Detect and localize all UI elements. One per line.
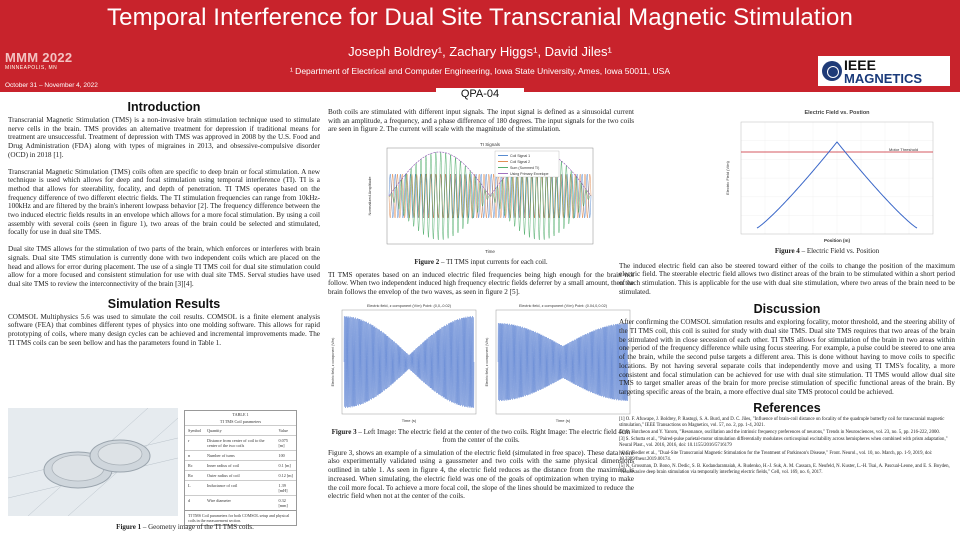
table-header-cell: Quantity xyxy=(204,426,275,436)
figure-4-label: Figure 4 xyxy=(774,247,800,255)
ti-signal-plot xyxy=(361,138,601,256)
middle-paragraph-2: TI TMS operates based on an induced electric filed frequencies being high enough for the brain not follow. When two independent induced high frequency electric fields deferrer by a small amount, then the brain follows the envelop of the two waves, as seen in figure 2 [5]. xyxy=(328,270,634,297)
legend-label: Coil Signal 2 xyxy=(510,160,531,165)
ieee-globe-icon xyxy=(822,61,842,81)
middle-paragraph-3: Figure 3, shows an example of a simulation of the electric field (simulated in free space). These data were also experimentally validated using a gaussmeter and two coils with the same physical dimensions outlined in table 1. As seen in figure 4, the electric field reduces as the distance from the maximum is increased. When simulating, the electric field was one of the goals of optimization when trying to make the coil more focal. To achieve a more focal coil, the slope of the lines should be maximized to reduce the electric field when not at the center of the coils. xyxy=(328,448,634,501)
table-header-cell: Symbol xyxy=(185,426,204,436)
table-cell: Inner radius of coil xyxy=(204,461,275,471)
motor-threshold-label: Motor Threshold xyxy=(889,147,919,152)
table-title: TABLE 1 xyxy=(232,412,249,417)
table-row xyxy=(185,471,296,481)
table-cell: d xyxy=(185,496,204,511)
table-row xyxy=(185,436,296,451)
table-cell: Wire diameter xyxy=(204,496,275,511)
figure-2-label: Figure 2 xyxy=(414,258,440,267)
table-row xyxy=(185,461,296,471)
table-cell: 0.12 [m] xyxy=(275,471,296,481)
figure-3-plots xyxy=(328,300,634,426)
table-header-row xyxy=(185,426,296,436)
figure-3-label: Figure 3 xyxy=(331,427,357,436)
conference-logo xyxy=(5,50,85,78)
fig2-ylabel: Normalized Amplitude xyxy=(367,176,372,216)
reference-item: [3] S. Schutta et al., "Paired-pulse parietal-motor stimulation differentially modulates corticospinal excitability across hemispheres when combined with prism adaptation," Neural Plast., vol. 2016, 2016, doi: 10.1155/2016/5716179 xyxy=(619,437,948,449)
affiliation: ¹ Department of Electrical and Computer Engineering, Iowa State University, Ames, Iowa 50011, USA xyxy=(289,66,670,76)
fig3-left-ylabel: Electric field, z component (V/m) xyxy=(331,337,335,387)
figure-2-caption xyxy=(328,258,634,267)
right-column xyxy=(619,100,955,477)
figure-4-caption xyxy=(717,247,937,256)
fig3-left-xlabel: Time (s) xyxy=(401,417,417,423)
intro-paragraph-1: Transcranial Magnetic Stimulation (TMS) is a non-invasive brain stimulation technique used to stimulate nerve cells in the brain. TMS provides an alternative treatment for depression if traditional means for treatment are unsuccessful. Treatment of depression with TMS was approved in 2008 by the U.S. Food and Drug Administration (FDA) along with types of migraines in 2013, and obsessive-compulsive disorder (OCD) in 2018 [1]. xyxy=(8,116,320,159)
fig3-right-xlabel: Time (s) xyxy=(555,417,571,423)
authors: Joseph Boldrey¹, Zachary Higgs¹, David Jiles¹ xyxy=(348,44,612,59)
figure-1-caption-text: – Geometry image of the TI TMS coils. xyxy=(141,523,254,531)
figure-3-caption-text: – Left Image: The electric field at the center of the two coils. Right Image: The electric field 4cm from the center of the coils. xyxy=(356,427,631,445)
coil-geometry-figure xyxy=(8,408,178,516)
table-cell: n xyxy=(185,451,204,461)
results-paragraph: COMSOL Multiphysics 5.6 was used to simulate the coil results. COMSOL is a finite element analysis software (FEA) that combines different types of physics into one molding software. This allows for rapid prototyping of coils, where many design cycles can be achieved and incremental improvements made. The TI TMS coils can be seen bellow and has the parameters found in Table 1. xyxy=(8,312,320,347)
table-subtitle: TI TMS Coil parameters xyxy=(219,419,262,424)
reference-item: [1] O. F. Afuwape, J. Boldrey, P. Rastogi, S. A. Burd, and D. C. Jiles, "Influence of brain-coil distance on focality of the quadruple butterfly coil for transcranial magnetic stimulation," IEEE Transactions on Magnetics, vol. 57, no. 2, pp. 1-4, 2021. xyxy=(619,416,945,428)
table-cell: L xyxy=(185,481,204,496)
chart-xlabel: Position (m) xyxy=(824,238,850,243)
ieee-magnetics-logo xyxy=(818,56,950,86)
figure-2-plot xyxy=(361,138,601,256)
chart-title: Electric Field vs. Postion xyxy=(804,110,870,116)
reference-item: [5] N. Grossman, D. Bono, N. Dedic, S. B. Kodandaramaiah, A. Rudenko, H.-J. Suk, A. M. Cassara, E. Neufeld, N. Kuster, L.-H. Tsai, A. Pascual-Leone, and E. S. Boyden, "Noninvasive deep brain stimulation via temporally interfering electric fields," Cell, vol. 169, no. 6, 2017. xyxy=(619,464,950,476)
fig3-left-title: Electric field, z component (V/m) Point: (0,0,-0.02) xyxy=(367,303,451,308)
right-paragraph-1: The induced electric field can also be steered toward either of the coils to change the position of the maximum electric field. The steerable electric field allows two distinct areas of the brain to be stimulated within a short period of each stimulation. This is applicable for the use with dual site stimulation, where two areas of the brain need to be stimulated. xyxy=(619,261,955,296)
middle-column xyxy=(328,108,634,509)
table-row xyxy=(185,496,296,511)
magnetics-logo-text: MAGNETICS xyxy=(844,71,922,86)
intro-paragraph-3: Dual site TMS allows for the stimulation of two parts of the brain, which enforces or interferes with brain signals. Dual site TMS stimulation is currently done with two independent coils which are placed on the head and allows for error during placement. The use of a single TI TMS coil for dual site stimulation could allow for a more focused and consistent stimulation for use with dual site TMS. Serval studies have used dual site TMS to review the interconnectivity of the brain [3][4]. xyxy=(8,245,320,288)
conference-city: MINNEAPOLIS, MN xyxy=(5,65,58,71)
table-cell: Ro xyxy=(185,471,204,481)
table-cell: 0.075 [m] xyxy=(275,436,296,451)
table-cell: Rc xyxy=(185,461,204,471)
table-cell: 0.32 [mm] xyxy=(275,496,296,511)
table-header-cell: Value xyxy=(275,426,296,436)
figure-3-caption xyxy=(328,428,634,445)
table-cell: 100 xyxy=(275,451,296,461)
poster-header xyxy=(0,0,960,92)
references-list xyxy=(619,417,955,477)
figure-4-plot xyxy=(717,100,937,245)
discussion-heading: Discussion xyxy=(753,302,821,317)
figure-4-caption-text: – Electric Field vs. Position xyxy=(799,247,880,255)
table-cell: Number of turns xyxy=(204,451,275,461)
field-center-plot xyxy=(328,300,480,426)
fig3-right-ylabel: Electric field, z component (V/m) xyxy=(485,337,489,387)
table-cell: Inductance of coil xyxy=(204,481,275,496)
fig2-xlabel: Time xyxy=(485,249,495,255)
field-offset-plot xyxy=(482,300,634,426)
poster-code: QPA-04 xyxy=(436,88,524,102)
chart-ylabel: Electric Field (V/m) xyxy=(725,161,730,195)
conference-dates: October 31 – November 4, 2022 xyxy=(5,82,98,89)
left-column xyxy=(8,100,320,355)
table-cell: 0.1 [m] xyxy=(275,461,296,471)
electric-field-position-chart xyxy=(717,100,937,245)
conference-logo-text: MMM 2022 xyxy=(5,50,73,65)
references-heading: References xyxy=(753,400,821,415)
figure-1-label: Figure 1 xyxy=(116,523,142,531)
fig3-right-title: Electric field, z component (V/m) Point: (0.04,0,0.02) xyxy=(519,303,607,308)
table-cell: 1.39 [mH] xyxy=(275,481,296,496)
middle-paragraph-1: Both coils are stimulated with different input signals. The input signal is defined as a sinusoidal current with an amplitude, a frequency, and a phase difference of 180 degrees. The input signals for the two coils are seen in figure 2. The current will scale with the magnitude of the stimulation. xyxy=(328,108,634,134)
coil-geometry-svg xyxy=(8,408,178,516)
table-note: TI TMS Coil parameters for both COMSOL setup and physical coils in the measurement section. xyxy=(185,510,296,525)
table-row xyxy=(185,481,296,496)
legend-label: Using Primary Envelope xyxy=(510,172,549,177)
legend-label: Sum (Summed TI) xyxy=(510,166,540,171)
poster-title: Temporal Interference for Dual Site Transcranial Magnetic Stimulation xyxy=(107,4,853,31)
intro-paragraph-2: Transcranial Magnetic Stimulation (TMS) coils often are specific to deep brain or focal stimulation. A new technique is used which allows for deep and focal stimulation using temporal interference (TI). TI is a method that allows for steerability, focality, and depth of penetration. TI TMS operates based on the frequency difference of two different electric fields. The TI stimulation frequencies can range from 10kHz-100kHz and are filtered by the brain's inherent lowpass behavior [2]. The frequency difference between the two induced electric fields results in an envelope which allows for a more focal stimulation. By using a coil assembly with several coils (seen in figure 1), two areas of the brain could be selected and stimulated, focally for use in dual site TMS. xyxy=(8,167,320,237)
reference-item: [2] B. Hutcheon and Y. Yarom, "Resonance, oscillation and the intrinsic frequency preferences of neurons," Trends in Neurosciences, vol. 23, no. 5, pp. 216-222, 2000. xyxy=(619,430,940,436)
table-cell: Outer radius of coil xyxy=(204,471,275,481)
legend-label: Coil Signal 1 xyxy=(510,154,531,159)
introduction-heading: Introduction xyxy=(127,100,201,114)
figure-2-caption-text: – TI TMS input currents for each coil. xyxy=(439,258,548,267)
reference-item: [4] C. Fiedler et al., "Dual-Site Transcranial Magnetic Stimulation for the Treatment of Parkinson's Disease," Front. Neurol., vol. 10, no. March, pp. 1-9, 2019, doi: 10.3389/fneur.2019.00174. xyxy=(619,450,933,462)
coil-parameter-table xyxy=(184,410,297,526)
fig2-title: TI Signals xyxy=(479,142,501,148)
table-cell: r xyxy=(185,436,204,451)
results-heading: Simulation Results xyxy=(107,296,221,311)
table-row xyxy=(185,451,296,461)
table-cell: Distance from center of coil to the center of the two coils xyxy=(204,436,275,451)
ieee-logo-text: IEEE xyxy=(844,57,876,73)
discussion-paragraph: After confirming the COMSOL simulation results and exploring focality, motor threshold, and the steering ability of the TI TMS coil, this coil is suited for study with dual site TMS. Dual site TMS requires that two areas of the brain be stimulated with in close secession of each other. TI TMS allows for stimulation of the brain in two areas within one period of the frequency difference while using focus steering. For example, a pulse could be steered to one area of the brain, while the second pulse targets a different area. This is done without having to move coils to specific locations. By not having several separate coils that independently move and using TI TMS's focality, a more consistent and focal stimulation can be achieved for use with dual site stimulation. TI TMS would allow dual site TMS to target smaller areas of the brain for more precise stimulation of specific functional areas of the brain. By targeting specific areas of the brain, a more effective dual site TMS protocol could be achieved. xyxy=(619,318,955,396)
figure-1-caption xyxy=(70,523,300,532)
